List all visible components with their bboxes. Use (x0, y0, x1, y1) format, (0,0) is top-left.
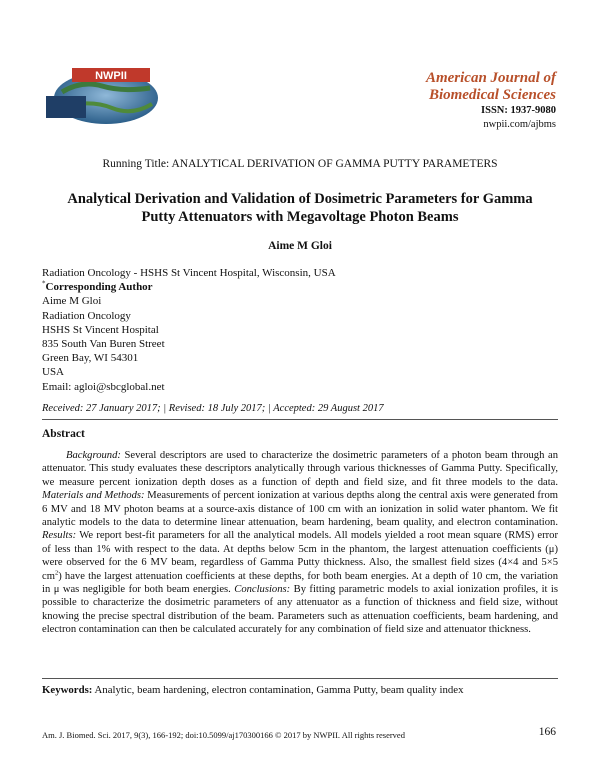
abstract-methods-text: Measurements of percent ionization at various depths along the central axis were generated from 6 MV and 18 MV photon beams at a source-axis distance of 100 cm with an ionization in solid water phantom. We fit analytic models to the data to determine linear attenuation, beam hardening, beam quality, and electron contamination. (42, 490, 558, 529)
publication-dates: Received: 27 January 2017; | Revised: 18 July 2017; | Accepted: 29 August 2017 (42, 403, 384, 414)
keywords-text: Analytic, beam hardening, electron contamination, Gamma Putty, beam quality index (92, 684, 464, 696)
divider-bottom (42, 678, 558, 679)
paper-title (40, 190, 560, 226)
journal-header (426, 70, 556, 132)
journal-title-line2: Biomedical Sciences (428, 87, 556, 103)
abstract-methods-label: Materials and Methods: (42, 490, 145, 502)
journal-logo (42, 66, 166, 126)
journal-url[interactable]: nwpii.com/ajbms (483, 119, 556, 130)
affiliation-block (42, 266, 336, 394)
page-number: 166 (538, 726, 556, 738)
abstract-background-text: Several descriptors are used to characterize the dosimetric parameters of a photon beam through an attenuator. This study evaluates these descriptors analytically through various thicknesses of Gamma Putty. Specifically, we measure percent ionization depth doses as a function of depth and field size, and fit three models to the data. (42, 450, 558, 488)
journal-issn: ISSN: 1937-9080 (481, 105, 556, 116)
affiliation-line: Radiation Oncology - HSHS St Vincent Hospital, Wisconsin, USA (42, 267, 336, 279)
abstract-results-sup: 2 (54, 569, 59, 577)
logo-text: NWPII (95, 70, 127, 82)
title-line-1: Analytical Derivation and Validation of Dosimetric Parameters for Gamma (67, 191, 533, 207)
keywords-line (42, 684, 463, 696)
corresponding-author-label (42, 280, 336, 294)
contact-dept: Radiation Oncology (42, 309, 131, 322)
contact-city: Green Bay, WI 54301 (42, 352, 139, 365)
abstract-conclusions-label: Conclusions: (234, 584, 291, 596)
keywords-label: Keywords: (42, 684, 93, 696)
corr-label-text: Corresponding Author (45, 281, 153, 294)
contact-email[interactable]: Email: agloi@sbcglobal.net (42, 380, 165, 393)
abstract-background-label: Background: (66, 450, 121, 461)
abstract-conclusions-text: By fitting parametric models to axial ionization profiles, it is possible to characterize the dosimetric parameters of any attenuator as a function of thickness and field size, without knowing the precise spectral distribution of the beam. Parameters such as attenuation coefficients, beam hardening, and electron contamination can then be calculated accurately for any combination of field size and attenuator thickness. (42, 584, 558, 636)
citation-footer: Am. J. Biomed. Sci. 2017, 9(3), 166-192; doi:10.5099/aj170300166 © 2017 by NWPII. All rights reserved (42, 730, 405, 740)
globe-logo-icon (42, 66, 166, 126)
contact-street: 835 South Van Buren Street (42, 338, 165, 351)
abstract-results-text-b: ) have the largest attenuation coefficients at these depths, for both beam energies. At a depth of 10 cm, the variation in μ was negligible for both beam energies. (42, 570, 558, 596)
abstract-results-text-a: We report best-fit parameters for all the analytical models. All models yielded a root mean square (RMS) error of less than 1% with respect to the data. At depths below 5cm in the phantom, the largest attenuation coefficients (μ) were observed for the 6 MV beam, regardless of Gamma Putty thickness. Also, the smallest field sizes (4×4 and 5×5 cm (42, 530, 558, 582)
title-line-2: Putty Attenuators with Megavoltage Photon Beams (141, 209, 459, 225)
abstract-heading: Abstract (42, 428, 85, 440)
journal-title-line1: American Journal of (425, 70, 556, 86)
corr-mark: * (42, 279, 46, 288)
divider-top (42, 419, 558, 420)
contact-country: USA (42, 366, 65, 379)
abstract-body (42, 449, 558, 637)
abstract-results-label: Results: (42, 530, 77, 542)
author-name: Aime M Gloi (268, 240, 332, 252)
contact-hospital: HSHS St Vincent Hospital (42, 323, 159, 336)
contact-name: Aime M Gloi (42, 295, 102, 308)
running-title: Running Title: ANALYTICAL DERIVATION OF GAMMA PUTTY PARAMETERS (102, 158, 498, 170)
